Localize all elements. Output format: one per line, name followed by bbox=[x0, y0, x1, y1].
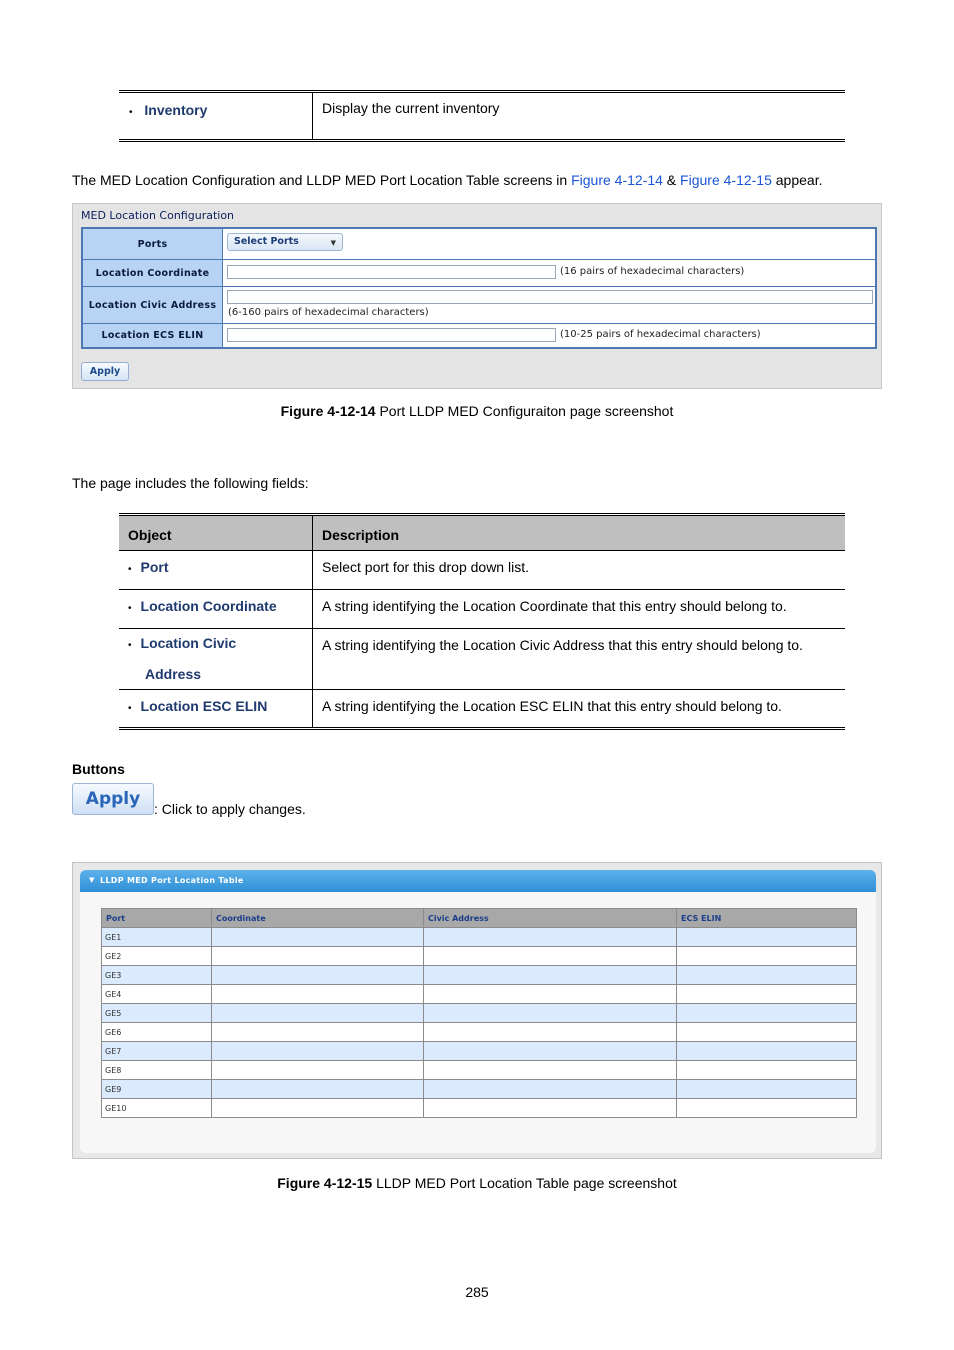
description-cell: Select port for this drop down list. bbox=[313, 551, 846, 590]
table-row bbox=[102, 1004, 857, 1023]
inventory-description: Display the current inventory bbox=[322, 100, 500, 116]
table-row bbox=[102, 985, 857, 1004]
apply-button[interactable]: Apply bbox=[72, 783, 154, 815]
apply-button-small[interactable]: Apply bbox=[81, 362, 129, 381]
port-cell: GE10 bbox=[102, 1099, 212, 1118]
object-term: Location Civic bbox=[140, 635, 237, 651]
port-location-table-screenshot bbox=[72, 862, 882, 1159]
object-cell: • Location ESC ELIN bbox=[119, 690, 313, 729]
location-coordinate-label: Location Coordinate bbox=[83, 260, 223, 286]
port-cell: GE6 bbox=[102, 1023, 212, 1042]
location-civic-row bbox=[83, 287, 875, 324]
caption-15-label: Figure 4-12-15 bbox=[277, 1175, 373, 1191]
location-table bbox=[101, 908, 857, 1118]
select-ports-dropdown[interactable] bbox=[227, 233, 343, 251]
object-term: Location Coordinate bbox=[140, 598, 277, 614]
table-row bbox=[102, 947, 857, 966]
figure-caption-15 bbox=[0, 1175, 954, 1191]
location-ecs-elin-hint: (10-25 pairs of hexadecimal characters) bbox=[560, 329, 761, 340]
coordinate-cell bbox=[212, 966, 424, 985]
civic-address-cell bbox=[424, 966, 677, 985]
location-civic-input[interactable] bbox=[227, 290, 873, 304]
table-row bbox=[102, 928, 857, 947]
table-row bbox=[102, 1061, 857, 1080]
coordinate-cell bbox=[212, 928, 424, 947]
coordinate-cell bbox=[212, 947, 424, 966]
header-object: Object bbox=[119, 515, 313, 551]
coordinate-cell bbox=[212, 1004, 424, 1023]
figure-link-14[interactable]: Figure 4-12-14 bbox=[571, 172, 663, 188]
ecs-elin-cell bbox=[677, 1099, 857, 1118]
location-table-panel bbox=[80, 870, 876, 1153]
coordinate-cell bbox=[212, 1023, 424, 1042]
location-table-header-row bbox=[102, 909, 857, 928]
caption-14-label: Figure 4-12-14 bbox=[280, 403, 376, 419]
object-cell: • Port bbox=[119, 551, 313, 590]
table-row bbox=[119, 629, 845, 690]
port-cell: GE2 bbox=[102, 947, 212, 966]
location-civic-label: Location Civic Address bbox=[83, 287, 223, 323]
location-table-body bbox=[102, 928, 857, 1118]
object-cell: • Location Coordinate bbox=[119, 590, 313, 629]
ecs-elin-cell bbox=[677, 947, 857, 966]
location-ecs-elin-input[interactable] bbox=[227, 328, 556, 342]
col-port: Port bbox=[102, 909, 212, 928]
ecs-elin-cell bbox=[677, 1061, 857, 1080]
object-term: Port bbox=[140, 559, 169, 575]
civic-address-cell bbox=[424, 1080, 677, 1099]
civic-address-cell bbox=[424, 1042, 677, 1061]
port-cell: GE4 bbox=[102, 985, 212, 1004]
table-divider bbox=[312, 93, 313, 139]
civic-address-cell bbox=[424, 1099, 677, 1118]
inventory-table bbox=[119, 90, 845, 142]
ecs-elin-cell bbox=[677, 966, 857, 985]
ecs-elin-cell bbox=[677, 928, 857, 947]
description-cell: A string identifying the Location ESC ELIN that this entry should belong to. bbox=[313, 690, 846, 729]
location-coordinate-hint: (16 pairs of hexadecimal characters) bbox=[560, 266, 745, 277]
figure-caption-14 bbox=[0, 403, 954, 419]
location-coordinate-row bbox=[83, 260, 875, 287]
intro-paragraph bbox=[72, 172, 822, 188]
table-row bbox=[102, 1099, 857, 1118]
chevron-down-icon: ▼ bbox=[330, 239, 336, 247]
ports-row bbox=[83, 229, 875, 260]
med-config-title: MED Location Configuration bbox=[81, 209, 235, 222]
col-ecs-elin: ECS ELIN bbox=[677, 909, 857, 928]
coordinate-cell bbox=[212, 1080, 424, 1099]
caption-15-text: LLDP MED Port Location Table page screenshot bbox=[372, 1175, 677, 1191]
med-config-form bbox=[81, 227, 877, 349]
select-ports-label: Select Ports bbox=[234, 236, 299, 247]
page-number: 285 bbox=[465, 1284, 489, 1300]
table-row bbox=[102, 1042, 857, 1061]
table-row bbox=[119, 690, 845, 729]
inventory-term: Inventory bbox=[144, 102, 208, 118]
location-table-title: LLDP MED Port Location Table bbox=[100, 876, 244, 885]
port-cell: GE1 bbox=[102, 928, 212, 947]
port-cell: GE8 bbox=[102, 1061, 212, 1080]
ecs-elin-cell bbox=[677, 1042, 857, 1061]
apply-description: : Click to apply changes. bbox=[154, 801, 306, 817]
col-civic-address: Civic Address bbox=[424, 909, 677, 928]
intro-ampersand: & bbox=[662, 172, 681, 188]
location-coordinate-input[interactable] bbox=[227, 265, 556, 279]
coordinate-cell bbox=[212, 1061, 424, 1080]
coordinate-cell bbox=[212, 1099, 424, 1118]
ports-label: Ports bbox=[83, 229, 223, 259]
civic-address-cell bbox=[424, 928, 677, 947]
civic-address-cell bbox=[424, 985, 677, 1004]
table-row bbox=[102, 1023, 857, 1042]
table-row bbox=[102, 966, 857, 985]
object-cell: • Location Civic Address bbox=[119, 629, 313, 690]
header-description: Description bbox=[313, 515, 846, 551]
location-ecs-elin-row bbox=[83, 324, 875, 347]
civic-address-cell bbox=[424, 947, 677, 966]
object-term: Location ESC ELIN bbox=[140, 698, 268, 714]
location-civic-hint: (6-160 pairs of hexadecimal characters) bbox=[228, 307, 429, 318]
port-cell: GE5 bbox=[102, 1004, 212, 1023]
civic-address-cell bbox=[424, 1004, 677, 1023]
object-term-continued: Address bbox=[145, 666, 202, 682]
port-cell: GE3 bbox=[102, 966, 212, 985]
coordinate-cell bbox=[212, 1042, 424, 1061]
fields-table bbox=[119, 513, 845, 730]
coordinate-cell bbox=[212, 985, 424, 1004]
table-row bbox=[119, 590, 845, 629]
port-cell: GE9 bbox=[102, 1080, 212, 1099]
table-header-row bbox=[119, 515, 845, 551]
intro-text-after: appear. bbox=[771, 172, 823, 188]
col-coordinate: Coordinate bbox=[212, 909, 424, 928]
table-row bbox=[119, 551, 845, 590]
inventory-row-object: • Inventory bbox=[129, 102, 208, 118]
ecs-elin-cell bbox=[677, 985, 857, 1004]
ecs-elin-cell bbox=[677, 1004, 857, 1023]
ecs-elin-cell bbox=[677, 1023, 857, 1042]
intro-text-before: The MED Location Configuration and LLDP MED Port Location Table screens in bbox=[72, 172, 572, 188]
collapse-triangle-icon: ▼ bbox=[89, 876, 95, 884]
med-location-config-screenshot bbox=[72, 203, 882, 389]
table-row bbox=[102, 1080, 857, 1099]
civic-address-cell bbox=[424, 1023, 677, 1042]
description-cell: A string identifying the Location Coordinate that this entry should belong to. bbox=[313, 590, 846, 629]
buttons-heading: Buttons bbox=[72, 761, 125, 777]
location-ecs-elin-label: Location ECS ELIN bbox=[83, 324, 223, 347]
description-cell: A string identifying the Location Civic Address that this entry should belong to. bbox=[313, 629, 846, 690]
ecs-elin-cell bbox=[677, 1080, 857, 1099]
caption-14-text: Port LLDP MED Configuraiton page screenshot bbox=[375, 403, 674, 419]
fields-intro: The page includes the following fields: bbox=[72, 475, 309, 491]
port-cell: GE7 bbox=[102, 1042, 212, 1061]
figure-link-15[interactable]: Figure 4-12-15 bbox=[680, 172, 772, 188]
civic-address-cell bbox=[424, 1061, 677, 1080]
location-table-header[interactable] bbox=[80, 870, 876, 892]
